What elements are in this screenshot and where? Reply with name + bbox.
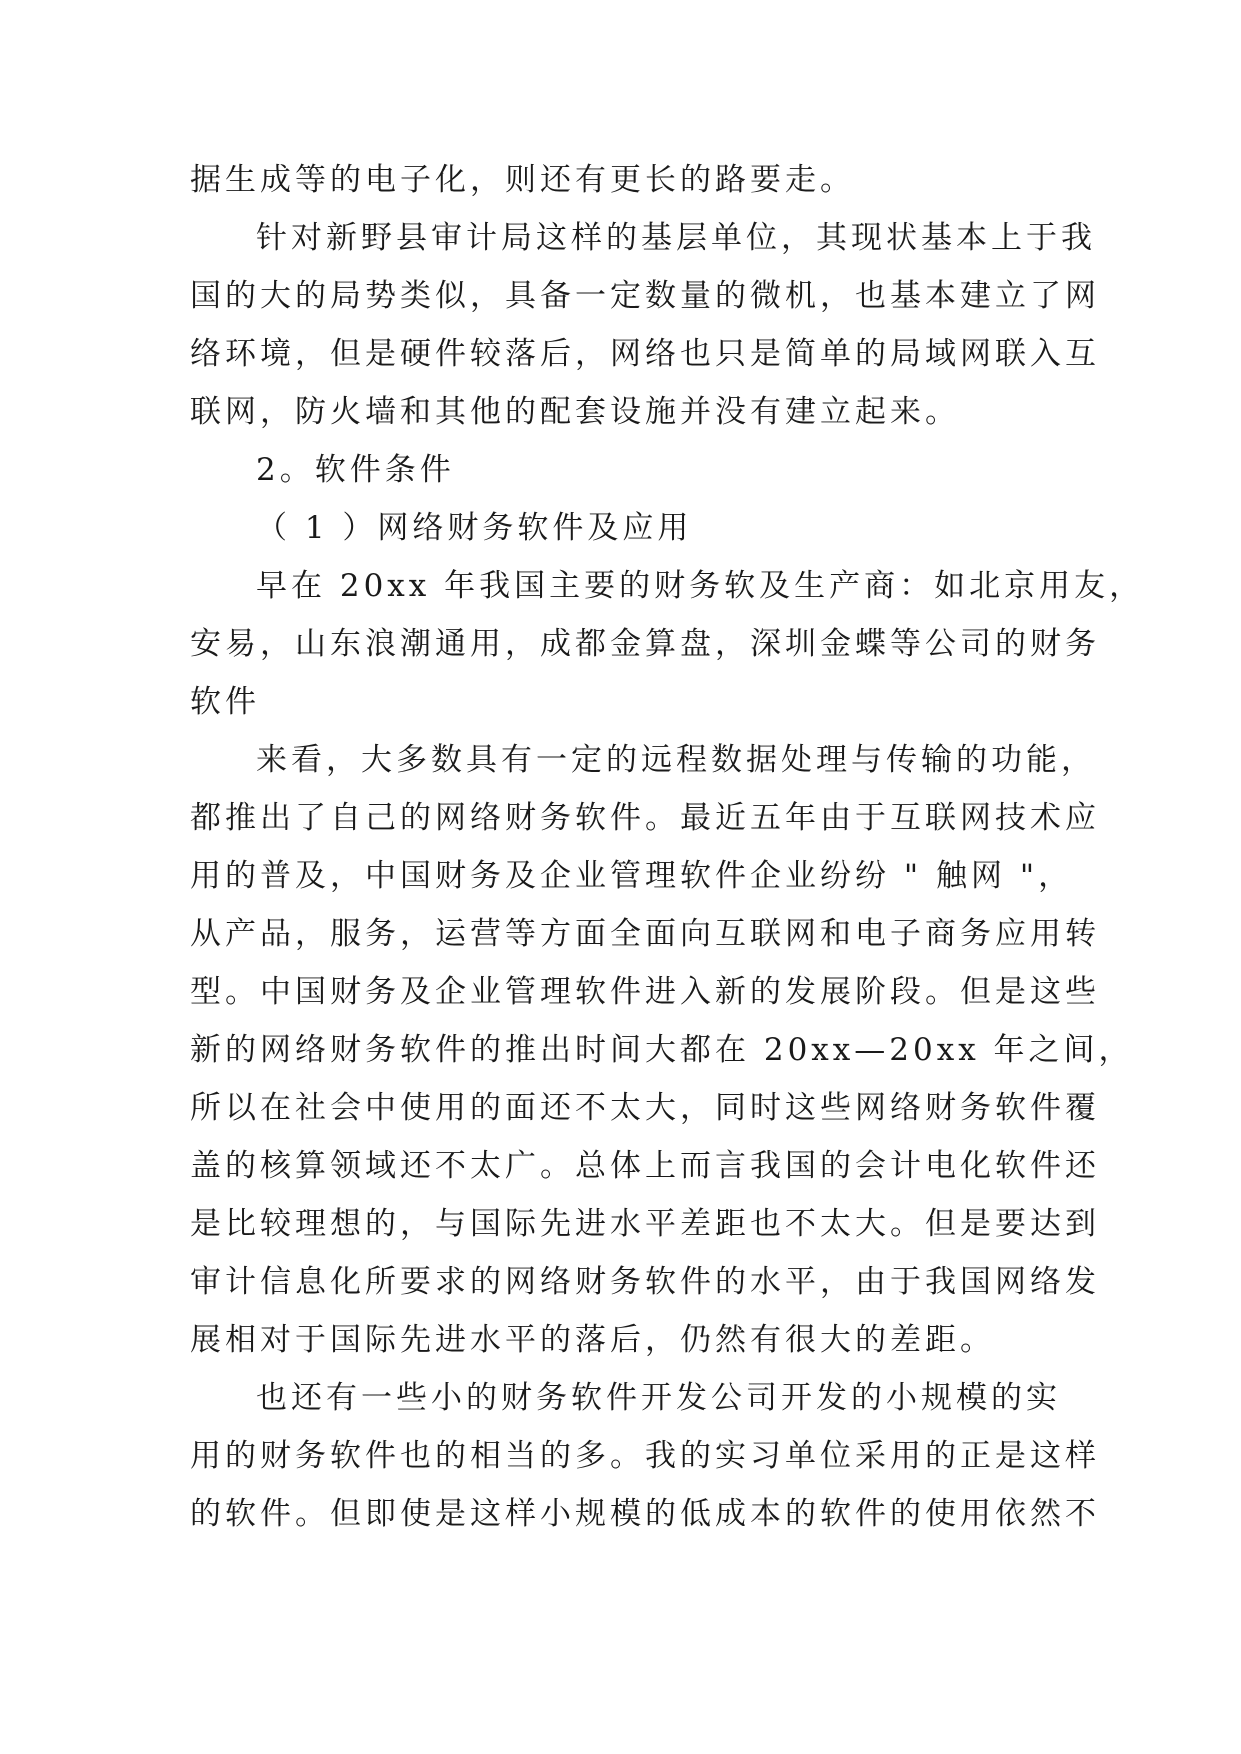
text-line: 用的财务软件也的相当的多。我的实习单位采用的正是这样 [190,1438,1100,1474]
text-line: 审计信息化所要求的网络财务软件的水平，由于我国网络发 [190,1264,1100,1300]
text-line: 所以在社会中使用的面还不太大，同时这些网络财务软件覆 [190,1090,1100,1126]
body-text [190,151,1145,1543]
text-line: 也还有一些小的财务软件开发公司开发的小规模的实 [256,1380,1061,1416]
text-line: 新的网络财务软件的推出时间大都在 20xx—20xx 年之间， [190,1032,1134,1068]
text-line: 从产品，服务，运营等方面全面向互联网和电子商务应用转 [190,916,1100,952]
text-line: 早在 20xx 年我国主要的财务软及生产商：如北京用友， [256,568,1145,604]
text-line: 国的大的局势类似，具备一定数量的微机，也基本建立了网 [190,278,1100,314]
text-line: 联网，防火墙和其他的配套设施并没有建立起来。 [190,394,960,430]
text-line: 来看，大多数具有一定的远程数据处理与传输的功能， [256,742,1096,778]
text-line: 用的普及，中国财务及企业管理软件企业纷纷 " 触网 "， [190,858,1074,894]
text-line: 的软件。但即使是这样小规模的低成本的软件的使用依然不 [190,1496,1100,1532]
text-line: 据生成等的电子化，则还有更长的路要走。 [190,162,855,198]
text-line: 安易，山东浪潮通用，成都金算盘，深圳金蝶等公司的财务 [190,626,1100,662]
text-line: 型。中国财务及企业管理软件进入新的发展阶段。但是这些 [190,974,1100,1010]
text-line: 2。软件条件 [256,452,455,488]
text-line: 都推出了自己的网络财务软件。最近五年由于互联网技术应 [190,800,1100,836]
text-line: 盖的核算领域还不太广。总体上而言我国的会计电化软件还 [190,1148,1100,1184]
text-line: 展相对于国际先进水平的落后，仍然有很大的差距。 [190,1322,995,1358]
text-line: 是比较理想的，与国际先进水平差距也不太大。但是要达到 [190,1206,1100,1242]
text-line: 针对新野县审计局这样的基层单位，其现状基本上于我 [256,220,1096,256]
text-line: 络环境，但是硬件较落后，网络也只是简单的局域网联入互 [190,336,1100,372]
text-line: 软件 [190,684,260,720]
text-line: （ 1 ）网络财务软件及应用 [256,510,693,546]
